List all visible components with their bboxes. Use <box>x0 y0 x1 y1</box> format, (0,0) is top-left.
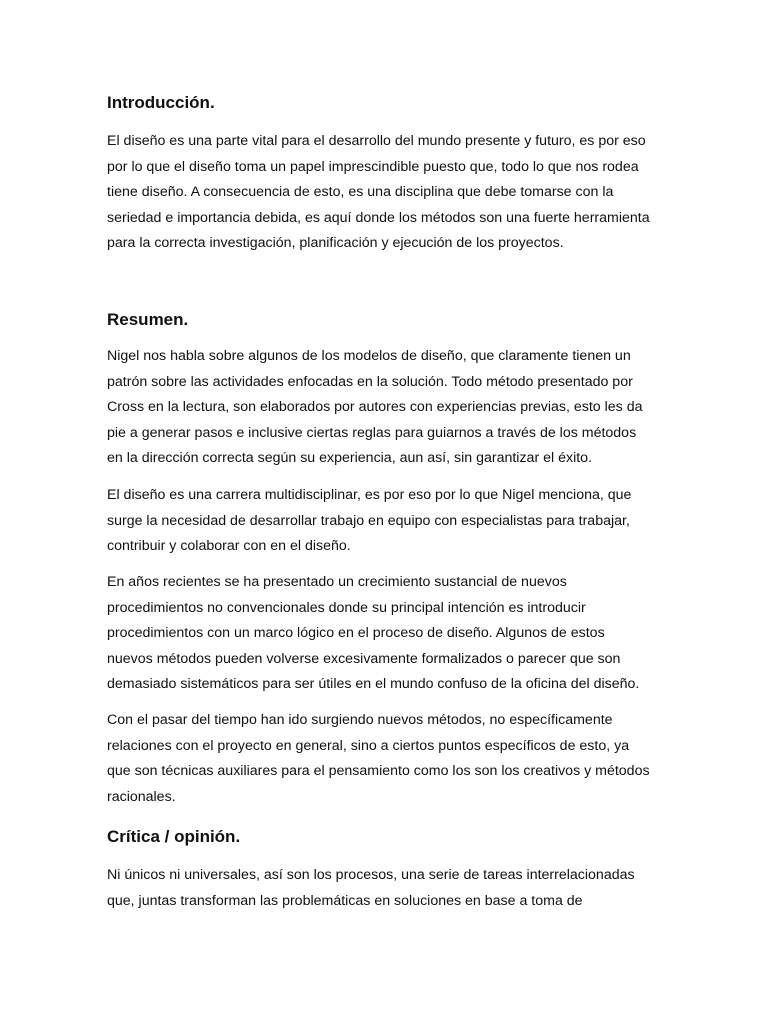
text-line: procedimientos con un marco lógico en el proceso de diseño. Algunos de estos <box>107 625 605 642</box>
text-line: para la correcta investigación, planificación y ejecución de los proyectos. <box>107 235 564 252</box>
heading-introduccion: Introducción. <box>107 93 215 112</box>
text-line: relaciones con el proyecto en general, sino a ciertos puntos específicos de esto, ya <box>107 737 630 754</box>
text-line: tiene diseño. A consecuencia de esto, es una disciplina que debe tomarse con la <box>107 184 614 201</box>
text-line: nuevos métodos pueden volverse excesivamente formalizados o parecer que son <box>107 650 621 667</box>
text-line: que, juntas transforman las problemáticas en soluciones en base a toma de <box>107 892 583 909</box>
text-line: contribuir y colaborar con en el diseño. <box>107 538 351 555</box>
text-line: Con el pasar del tiempo han ido surgiendo nuevos métodos, no específicamente <box>107 712 613 728</box>
text-line: demasiado sistemáticos para ser útiles en el mundo confuso de la oficina del diseño. <box>107 676 640 693</box>
text-line: El diseño es una parte vital para el desarrollo del mundo presente y futuro, es por eso <box>107 133 646 149</box>
heading-resumen: Resumen. <box>107 310 189 329</box>
paragraph-resumen-2 <box>107 483 667 560</box>
paragraph-introduccion <box>107 129 667 257</box>
text-line: racionales. <box>107 788 176 805</box>
text-line: Ni únicos ni universales, así son los procesos, una serie de tareas interrelacionadas <box>107 867 635 883</box>
text-line: surge la necesidad de desarrollar trabajo en equipo con especialistas para trabajar, <box>107 512 630 529</box>
text-line: por lo que el diseño toma un papel imprescindible puesto que, todo lo que nos rodea <box>107 158 639 175</box>
text-line: que son técnicas auxiliares para el pensamiento como los son los creativos y métodos <box>107 763 650 780</box>
text-line: en la dirección correcta según su experiencia, aun así, sin garantizar el éxito. <box>107 450 593 467</box>
paragraph-resumen-3 <box>107 570 667 698</box>
text-line: El diseño es una carrera multidisciplinar, es por eso por lo que Nigel menciona, que <box>107 487 632 503</box>
text-line: seriedad e importancia debida, es aquí donde los métodos son una fuerte herramienta <box>107 209 650 226</box>
paragraph-resumen-4 <box>107 708 667 810</box>
text-line: patrón sobre las actividades enfocadas en la solución. Todo método presentado por <box>107 373 633 390</box>
paragraph-resumen-1 <box>107 344 667 472</box>
paragraph-critica <box>107 863 667 914</box>
text-line: En años recientes se ha presentado un crecimiento sustancial de nuevos <box>107 574 567 590</box>
text-line: procedimientos no convencionales donde su principal intención es introducir <box>107 599 586 616</box>
text-line: Cross en la lectura, son elaborados por autores con experiencias previas, esto les da <box>107 399 643 416</box>
text-line: pie a generar pasos e inclusive ciertas reglas para guiarnos a través de los métodos <box>107 424 637 441</box>
heading-critica-opinion: Crítica / opinión. <box>107 827 241 846</box>
text-line: Nigel nos habla sobre algunos de los modelos de diseño, que claramente tienen un <box>107 348 631 364</box>
